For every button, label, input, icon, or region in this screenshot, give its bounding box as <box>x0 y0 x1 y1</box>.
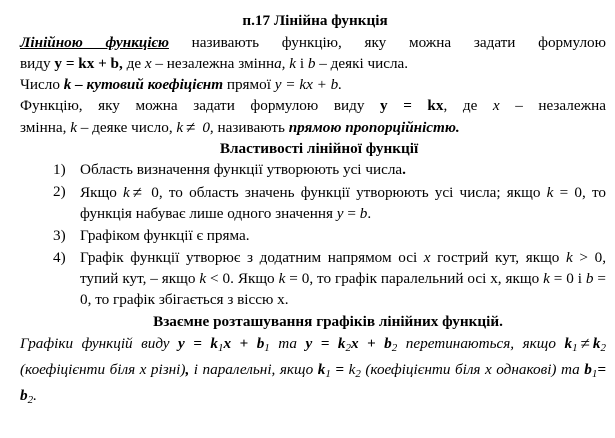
text-run: . <box>367 205 372 222</box>
definition-text-b-end: – деякі числа. <box>315 55 409 72</box>
text-run: (коефіцієнти біля х однакові) та <box>360 361 585 378</box>
not-equal-sign: ≠ <box>186 118 196 137</box>
subscript: 1 <box>217 342 224 354</box>
proportional-paragraph <box>20 95 606 138</box>
not-equal-sign: ≠ <box>132 183 143 202</box>
text-run: (коефіцієнти біля х різні) <box>20 361 186 378</box>
text-run: = <box>343 205 360 222</box>
slope-paragraph <box>20 74 606 95</box>
proportional-line2-mid: – деяке число, <box>76 119 177 136</box>
subscript: 2 <box>345 342 351 354</box>
text-run: . <box>402 161 406 178</box>
text-run: k <box>592 335 601 352</box>
text-run: 0, то область значень функції утворюють усі числа; якщо <box>145 184 547 201</box>
mutual-heading: Взаємне розташування графіків лінійних функцій. <box>153 313 503 330</box>
definition-var-b: b <box>307 55 316 72</box>
text-run: = 0, то графік паралельний осі x, якщо <box>285 270 544 287</box>
text-run: Графік функції утворює з додатним напрямом осі <box>80 249 424 266</box>
text-run: = <box>330 361 349 378</box>
definition-text-b-mid2: – незалежна змінн <box>151 55 275 72</box>
text-run: k <box>199 270 207 287</box>
definition-text-b-i: і <box>296 55 308 72</box>
property-item <box>20 225 606 246</box>
subscript: 1 <box>264 342 270 354</box>
definition-formula: y = kx + b, <box>54 55 123 72</box>
text-run: k <box>564 335 573 352</box>
proportional-line1-prefix: Функцію, яку можна задати формулою виду <box>20 97 381 114</box>
slope-formula: y = kx + b. <box>274 76 343 93</box>
text-run: < 0. Якщо <box>206 270 279 287</box>
text-run: y = k <box>305 335 346 352</box>
definition-text-b-mid: де <box>122 55 145 72</box>
slope-mid: прямої <box>223 76 275 93</box>
text-run: і паралельні, якщо <box>189 361 318 378</box>
text-run: x + b <box>223 335 265 352</box>
property-number: 1) <box>53 161 66 178</box>
text-run: . <box>33 387 37 404</box>
slope-prefix: Число <box>20 76 64 93</box>
text-run: Область визначення функції утворюють усі числа <box>80 161 403 178</box>
property-text <box>80 159 606 180</box>
text-run: k <box>317 361 326 378</box>
definition-text-b-a: а, k <box>274 55 297 72</box>
text-run: , <box>185 361 190 378</box>
text-run: гострий кут, якщо <box>430 249 567 266</box>
text-run: y <box>336 205 344 222</box>
text-run: k <box>546 184 554 201</box>
text-run: k <box>543 270 550 287</box>
subscript: 1 <box>325 368 331 380</box>
text-run: x <box>423 249 431 266</box>
mutual-paragraph <box>20 332 606 411</box>
proportional-line1-mid: , де <box>443 97 493 114</box>
subscript: 2 <box>27 394 34 406</box>
proportional-cond-zero: 0 <box>198 119 210 136</box>
proportional-line-2 <box>20 116 606 138</box>
text-run: y = k <box>178 335 218 352</box>
proportional-formula: y = kx <box>380 97 444 114</box>
proportional-line1-end: – незалежна <box>499 97 606 114</box>
properties-heading: Властивості лінійної функції <box>219 140 419 157</box>
subscript: 2 <box>391 342 398 354</box>
definition-var-x: x <box>144 55 152 72</box>
property-text <box>80 225 606 246</box>
property-number: 3) <box>53 227 66 244</box>
definition-line-2 <box>20 53 606 74</box>
proportional-var-x: x <box>492 97 500 114</box>
text-run: = 0 і <box>549 270 586 287</box>
subscript: 1 <box>591 368 598 380</box>
definition-text-a: називають функцію, яку можна задати формулою <box>168 34 606 51</box>
text-run: k <box>566 249 573 266</box>
proportional-line2-prefix: змінна, <box>20 119 71 136</box>
property-number: 4) <box>53 249 66 266</box>
proportional-line2-mid2: , називають <box>209 119 289 136</box>
text-run: > 0, тупий кут, – якщо <box>80 249 606 287</box>
not-equal-sign: ≠ <box>580 334 590 353</box>
property-text <box>80 181 606 224</box>
text-run: k <box>278 270 286 287</box>
slope-term: k – кутовий коефіцієнт <box>63 76 224 93</box>
proportional-var-k: k <box>70 119 77 136</box>
text-run: та <box>269 335 306 352</box>
property-text <box>80 247 606 310</box>
text-run: Графіки функцій виду <box>20 335 179 352</box>
definition-paragraph <box>20 32 606 74</box>
definition-line-1 <box>20 32 606 53</box>
property-item <box>20 247 606 310</box>
subscript: 2 <box>355 368 361 380</box>
proportional-cond-k: k <box>176 119 184 136</box>
text-run: b <box>584 361 592 378</box>
page-title: п.17 Лінійна функція <box>242 12 388 29</box>
text-run: Графіком функції є пряма. <box>80 227 250 244</box>
text-run: b <box>20 387 28 404</box>
subscript: 2 <box>600 342 607 354</box>
text-run: = <box>597 361 607 378</box>
property-item <box>20 159 606 180</box>
property-item <box>20 181 606 224</box>
properties-list <box>20 159 606 310</box>
text-run: b <box>359 205 368 222</box>
definition-term: Лінійною функцією <box>20 34 169 51</box>
proportional-term: прямою пропорційністю. <box>288 119 460 136</box>
text-run: x + b <box>350 335 392 352</box>
proportional-line-1 <box>20 95 606 116</box>
text-run: b <box>585 270 594 287</box>
property-number: 2) <box>53 183 66 200</box>
text-run: k <box>348 361 356 378</box>
text-run: = 0, то графік збігається з віссю х. <box>80 270 606 308</box>
text-run: перетинаються, якщо <box>397 335 565 352</box>
text-run: Якщо <box>80 184 123 201</box>
subscript: 1 <box>572 342 578 354</box>
definition-text-b-prefix: виду <box>20 55 55 72</box>
text-run: = 0, то функція набуває лише одного значення <box>80 184 606 222</box>
text-run: k <box>123 184 130 201</box>
